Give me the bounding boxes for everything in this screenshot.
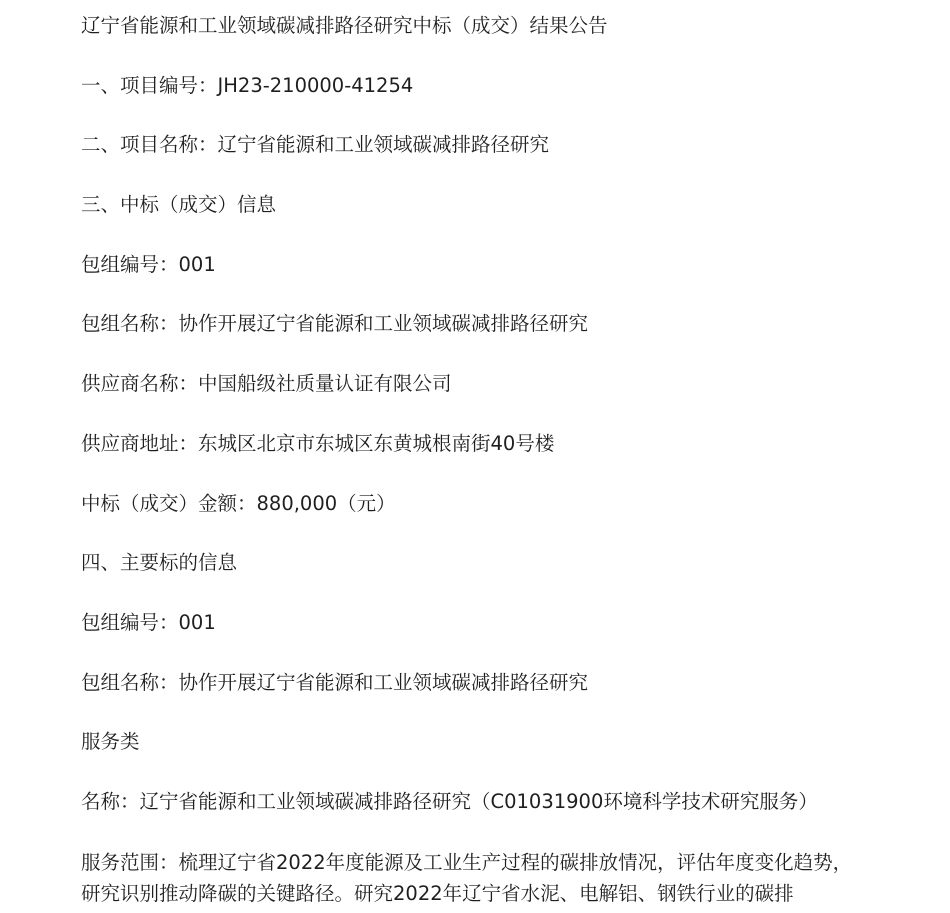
subject-package-name: 包组名称：协作开展辽宁省能源和工业领域碳减排路径研究 <box>81 670 589 694</box>
service-name: 名称：辽宁省能源和工业领域碳减排路径研究（C01031900环境科学技术研究服务） <box>81 789 818 813</box>
supplier-name: 供应商名称：中国船级社质量认证有限公司 <box>81 372 452 396</box>
service-scope: 服务范围：梳理辽宁省2022年度能源及工业生产过程的碳排放情况，评估年度变化趋势，研究识别推动降碳的关键路径。研究2022年辽宁省水泥、电解铝、钢铁行业的碳排 <box>81 850 853 905</box>
project-name: 二、项目名称：辽宁省能源和工业领域碳减排路径研究 <box>81 133 550 157</box>
announcement-title: 辽宁省能源和工业领域碳减排路径研究中标（成交）结果公告 <box>81 14 608 37</box>
main-subject-heading: 四、主要标的信息 <box>81 551 238 575</box>
award-info-heading: 三、中标（成交）信息 <box>81 193 277 217</box>
subject-package-number: 包组编号：001 <box>81 610 216 634</box>
award-amount: 中标（成交）金额：880,000（元） <box>81 491 396 515</box>
award-package-name: 包组名称：协作开展辽宁省能源和工业领域碳减排路径研究 <box>81 312 589 336</box>
award-package-number: 包组编号：001 <box>81 252 216 276</box>
supplier-address: 供应商地址：东城区北京市东城区东黄城根南街40号楼 <box>81 431 555 455</box>
subject-category: 服务类 <box>81 730 140 754</box>
project-number: 一、项目编号：JH23-210000-41254 <box>81 73 414 97</box>
announcement-document <box>81 11 881 909</box>
